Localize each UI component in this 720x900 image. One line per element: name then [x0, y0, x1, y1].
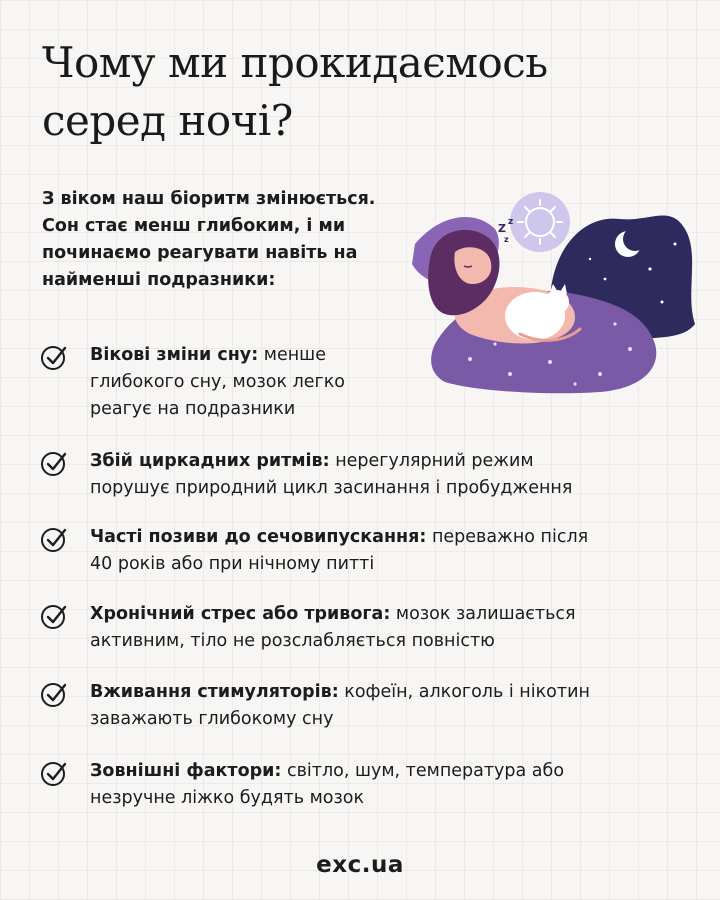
title-line-1: Чому ми прокидаємось	[42, 38, 548, 87]
list-item-desc-line: переважно після	[426, 527, 589, 547]
list-item-desc-line: менше	[258, 345, 326, 365]
site-link[interactable]: exc.ua	[316, 852, 404, 878]
list-item-desc-line: мозок залишається	[390, 604, 576, 624]
checkmark-circle-icon	[40, 449, 68, 477]
list-item-text	[90, 601, 576, 655]
list-item	[40, 342, 345, 423]
list-item-desc-line: заважають глибокому сну	[90, 709, 334, 729]
svg-text:z: z	[508, 217, 514, 227]
intro-line-2: Сон стає менш глибоким, і ми	[42, 216, 346, 236]
list-item-title: Хронічний стрес або тривога:	[90, 604, 391, 624]
list-item-title: Зовнішні фактори:	[90, 761, 282, 781]
list-item-desc-line: реагує на подразники	[90, 399, 296, 419]
list-item-desc-line: порушує природний цикл засинання і пробудження	[90, 478, 573, 498]
title-line-2: серед ночі?	[42, 96, 293, 145]
list-item	[40, 448, 572, 502]
list-item-text	[90, 524, 588, 578]
list-item-desc-line: кофеїн, алкоголь і нікотин	[338, 682, 590, 702]
sleeping-woman-illustration	[400, 184, 700, 394]
list-item-desc-line: глибокого сну, мозок легко	[90, 372, 346, 392]
checkmark-circle-icon	[40, 343, 68, 371]
list-item-desc-line: 40 років або при нічному питті	[90, 554, 375, 574]
checkmark-circle-icon	[40, 759, 68, 787]
list-item	[40, 524, 588, 578]
list-item-text	[90, 342, 345, 423]
list-item-desc-line: активним, тіло не розслабляється повністю	[90, 631, 495, 651]
list-item	[40, 601, 576, 655]
list-item-title: Збій циркадних ритмів:	[90, 451, 330, 471]
svg-text:Z: Z	[498, 222, 506, 235]
list-item-desc-line: нерегулярний режим	[329, 451, 534, 471]
list-item-desc-line: світло, шум, температура або	[281, 761, 565, 781]
checkmark-circle-icon	[40, 680, 68, 708]
checkmark-circle-icon	[40, 525, 68, 553]
intro-line-3: починаємо реагувати навіть на	[42, 243, 358, 263]
list-item-text	[90, 758, 564, 812]
checkmark-circle-icon	[40, 602, 68, 630]
page-title	[42, 34, 642, 150]
list-item-title: Вікові зміни сну:	[90, 345, 259, 365]
intro-text	[42, 186, 422, 294]
list-item-text	[90, 679, 590, 733]
list-item	[40, 758, 564, 812]
intro-line-1: З віком наш біоритм змінюється.	[42, 189, 376, 209]
list-item-title: Вживання стимуляторів:	[90, 682, 339, 702]
list-item-desc-line: незручне ліжко будять мозок	[90, 788, 365, 808]
list-item-text	[90, 448, 572, 502]
list-item-title: Часті позиви до сечовипускання:	[90, 527, 427, 547]
svg-text:z: z	[504, 235, 509, 244]
list-item	[40, 679, 590, 733]
intro-line-4: найменші подразники:	[42, 270, 276, 290]
